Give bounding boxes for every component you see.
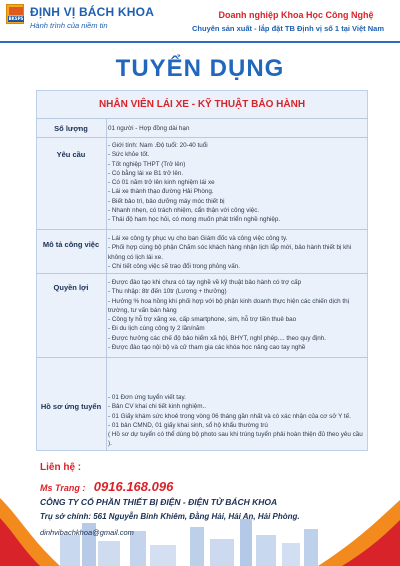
row-content-application — [108, 393, 366, 449]
company-type: Doanh nghiệp Khoa Học Công Nghệ — [218, 10, 374, 20]
row-line: 01 người - Hợp đồng dài hạn — [108, 125, 190, 132]
row-line: ( Hồ sơ dự tuyển có thể dùng bộ photo sau khi trúng tuyển phải hoàn thiện đủ theo yêu cầu ). — [108, 431, 363, 448]
position-title: NHÂN VIÊN LÁI XE - KỸ THUẬT BẢO HÀNH — [98, 99, 306, 110]
row-content-job-description — [108, 234, 366, 271]
row-line: - Có 01 năm trở lên kinh nghiệm lái xe — [108, 179, 215, 187]
company-logo — [6, 4, 24, 24]
row-line: - Được đào tạo nội bộ và cử tham gia các khóa học nâng cao tay nghề — [108, 344, 306, 352]
row-line: - Được đào tạo khi chưa có tay nghề về kỹ thuật bảo hành có trợ cấp — [108, 279, 302, 286]
row-line: trường, tư vấn bán hàng — [108, 306, 177, 314]
row-label-requirements: Yêu cầu — [56, 150, 86, 159]
logo-roof-shape — [9, 7, 23, 15]
row-line: - Được hưởng các chế độ bảo hiểm xã hội, BHYT, nghỉ phép.... theo quy định. — [108, 334, 326, 342]
row-line: - Hưởng % hoa hồng khi phối hợp với bộ phận kinh doanh thực hiện các chiến dịch thị — [108, 297, 350, 305]
row-line: - Có bằng lái xe B1 trở lên. — [108, 169, 184, 177]
contact-address: Trụ sở chính: 561 Nguyễn Bỉnh Khiêm, Đằng Hải, Hải An, Hải Phòng. — [40, 512, 300, 521]
row-line: - 01 bản CMND, 01 giấy khai sinh, sổ hộ khẩu thường trú — [108, 421, 268, 429]
page-title: TUYỂN DỤNG — [115, 55, 285, 82]
row-line: - Đi du lịch cùng công ty 2 lần/năm — [108, 325, 205, 333]
row-line: - 01 Đơn ứng tuyển viết tay. — [108, 394, 186, 401]
row-line: - Nhanh nhẹn, có trách nhiệm, cẩn thận với công việc. — [108, 207, 260, 215]
contact-label: Liên hệ : — [40, 462, 82, 473]
row-line: - Lái xe công ty phục vụ cho ban Giám đốc và công việc công ty. — [108, 235, 288, 242]
table-row-divider — [36, 137, 368, 138]
row-line: - Chi tiết công việc sẽ trao đổi trong phỏng vấn. — [108, 262, 240, 270]
row-label-quantity: Số lượng — [54, 124, 88, 133]
contact-phone-row — [40, 478, 173, 496]
row-line: - Công ty hỗ trợ xăng xe, cấp smartphone, sim, hỗ trợ tiền thuê bao — [108, 316, 297, 324]
row-line: - 01 Giấy khám sức khoẻ trong vòng 06 tháng gần nhất và có xác nhận của cơ sở Y tế. — [108, 412, 351, 420]
table-row-divider — [36, 273, 368, 274]
row-label-benefits: Quyền lợi — [53, 283, 89, 292]
table-row-divider — [36, 357, 368, 358]
row-line: - Sức khỏe tốt. — [108, 151, 150, 159]
contact-phone[interactable]: 0916.168.096 — [93, 479, 174, 494]
table-column-divider — [106, 118, 107, 451]
right-wave-decoration — [318, 500, 400, 566]
row-content-requirements — [108, 141, 366, 225]
row-content-quantity — [108, 124, 366, 133]
contact-name: Ms Trang : — [40, 483, 86, 493]
row-content-benefits — [108, 278, 366, 352]
logo-tag: BKSPS — [8, 16, 24, 21]
contact-email[interactable]: dinhvibachkhoa@gmail.com — [40, 528, 134, 537]
brand-name: ĐỊNH VỊ BÁCH KHOA — [30, 5, 155, 19]
contact-company: CÔNG TY CỔ PHẦN THIẾT BỊ ĐIỆN - ĐIỆN TỬ BÁCH KHOA — [40, 497, 278, 507]
row-line: không có lịch lái xe. — [108, 253, 163, 261]
row-label-application: Hồ sơ ứng tuyển — [40, 402, 102, 411]
row-line: - Bản CV khai chi tiết kinh nghiệm.. — [108, 403, 206, 411]
row-line: - Biết bảo trì, bảo dưỡng máy móc thiết bị — [108, 197, 225, 205]
company-tagline: Chuyên sản xuất - lắp đặt TB Định vị số 1 tại Việt Nam — [192, 24, 384, 33]
row-line: - Lái xe thành thạo đường Hải Phòng. — [108, 188, 214, 196]
row-line: - Tốt nghiệp THPT (Trở lên) — [108, 160, 186, 168]
table-row-divider — [36, 229, 368, 230]
table-row-divider — [36, 118, 368, 119]
row-label-job-description: Mô tả công việc — [42, 240, 100, 249]
row-line: - Thái độ ham học hỏi, có mong muốn phát triển nghề nghiệp. — [108, 216, 281, 224]
header-divider — [0, 41, 400, 43]
row-line: - Thu nhập: 8tr đến 10tr (Lương + thưởng) — [108, 288, 227, 296]
brand-slogan: Hành trình của niềm tin — [30, 21, 108, 30]
row-line: - Phối hợp cùng bộ phận Chăm sóc khách hàng nhận lịch lắp mới, bảo hành thiết bị khi — [108, 244, 352, 252]
row-line: - Giới tính: Nam .Độ tuổi: 20-40 tuổi — [108, 142, 208, 149]
